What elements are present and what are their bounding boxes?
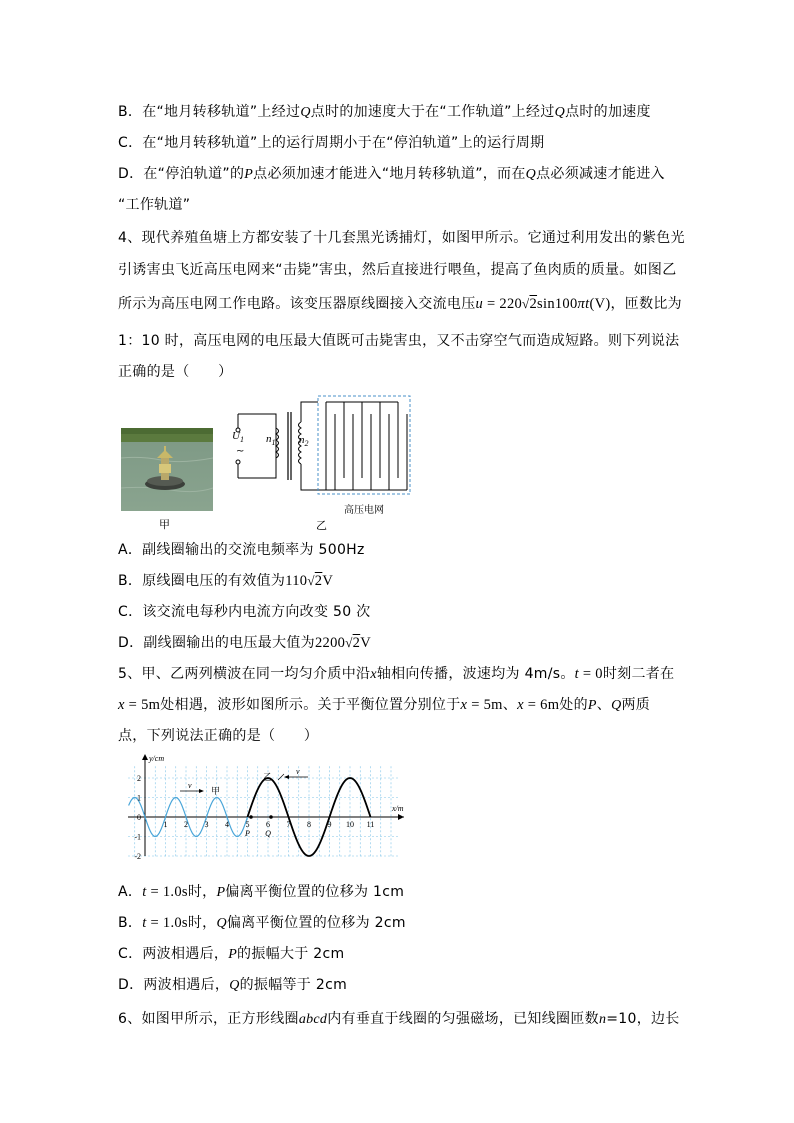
transformer-circuit-diagram (226, 392, 416, 502)
wave-yi-label: 乙 (263, 772, 273, 782)
n2-label: $n_2$ (299, 434, 309, 449)
x-tick-label: 9 (327, 820, 332, 829)
x-tick-label: 3 (204, 820, 209, 829)
q4-voltage-formula: u = 220√2sin100πt(V) (475, 296, 611, 312)
q5-option-d: D．两波相遇后，Q的振幅等于 2cm (118, 977, 348, 993)
q4-option-a: A．副线圈输出的交流电频率为 500Hz (118, 542, 365, 558)
q5-stem-line3: 点，下列说法正确的是（ ） (118, 728, 319, 744)
q5-option-c: C．两波相遇后，P的振幅大于 2cm (118, 946, 345, 962)
high-voltage-grid-label: 高压电网 (344, 505, 384, 516)
point-p-marker (249, 815, 253, 819)
q5-option-b: B．t = 1.0s时，Q偏离平衡位置的位移为 2cm (118, 915, 406, 931)
figure-jia-label: 甲 (159, 518, 170, 531)
y-axis-label: y/cm (149, 754, 165, 763)
x-axis-label: x/m (392, 804, 404, 813)
velocity-yi-label: v (296, 767, 300, 776)
q5-stem-line1: 5、甲、乙两列横波在同一均匀介质中沿x轴相向传播，波速均为 4m/s。t = 0时刻二者在 (118, 666, 675, 682)
y-tick-label: 1 (137, 793, 141, 803)
q5-stem-line2: x = 5m处相遇，波形如图所示。关于平衡位置分别位于x = 5m、x = 6m处的P、Q两质 (118, 697, 651, 713)
n1-label: $n_1$ (266, 433, 276, 448)
q4-stem-line1: 4、现代养殖鱼塘上方都安装了十几套黑光诱捕灯，如图甲所示。它通过利用发出的紫色光 (118, 230, 685, 246)
q3-option-b: B．在“地月转移轨道”上经过Q点时的加速度大于在“工作轨道”上经过Q点时的加速度 (118, 104, 651, 120)
q3-option-d: D．在“停泊轨道”的P点必须加速才能进入“地月转移轨道”，而在Q点必须减速才能进入 (118, 166, 665, 182)
wave-jia-label: 甲 (211, 786, 221, 796)
point-q-marker (269, 815, 273, 819)
q3-option-c: C．在“地月转移轨道”上的运行周期小于在“停泊轨道”上的运行周期 (118, 135, 545, 151)
q4-option-d: D．副线圈输出的电压最大值为2200√2V (118, 635, 371, 651)
y-tick-label: 0 (137, 813, 141, 822)
y-tick-label: 2 (137, 774, 141, 783)
x-tick-label: 2 (184, 820, 188, 829)
figure-yi-label: 乙 (316, 519, 327, 532)
x-tick-label: 8 (307, 820, 311, 829)
q5-option-a: A．t = 1.0s时，P偏离平衡位置的位移为 1cm (118, 884, 405, 900)
y-tick-label: -1 (134, 832, 141, 842)
x-tick-label: 7 (286, 820, 291, 829)
x-tick-label: 1 (163, 820, 168, 829)
q4-stem-line3: 所示为高压电网工作电路。该变压器原线圈接入交流电压u = 220√2sin100πt(V)，匝数比为 (118, 296, 682, 312)
q4-stem-line5: 正确的是（ ） (118, 364, 233, 380)
wave-graph (118, 752, 408, 860)
x-tick-label: 11 (366, 820, 375, 829)
x-tick-label: 6 (266, 820, 270, 829)
fish-pond-lamp-photo (121, 428, 213, 511)
u1-label: $U_1$ (232, 430, 244, 445)
q4-stem-line4: 1：10 时，高压电网的电压最大值既可击毙害虫，又不击穿空气而造成短路。则下列说法 (118, 333, 680, 349)
x-tick-label: 4 (225, 820, 229, 829)
ac-source-symbol: ~ (236, 446, 245, 457)
q4-stem-line2: 引诱害虫飞近高压电网来“击毙”害虫，然后直接进行喂鱼，提高了鱼肉质的质量。如图乙 (118, 262, 677, 278)
y-tick-label: -2 (134, 852, 141, 860)
point-p-label: P (245, 829, 250, 838)
q3-option-d-continued: “工作轨道” (118, 197, 191, 213)
velocity-jia-label: v (188, 781, 192, 790)
q4-option-c: C．该交流电每秒内电流方向改变 50 次 (118, 604, 371, 620)
x-tick-label: 5 (245, 820, 250, 829)
q6-stem-line1: 6、如图甲所示，正方形线圈abcd内有垂直于线圈的匀强磁场，已知线圈匝数n=10，边长 (118, 1011, 680, 1027)
point-q-label: Q (265, 829, 271, 838)
q4-option-b: B．原线圈电压的有效值为110√2V (118, 573, 334, 589)
x-tick-label: 10 (346, 820, 354, 829)
